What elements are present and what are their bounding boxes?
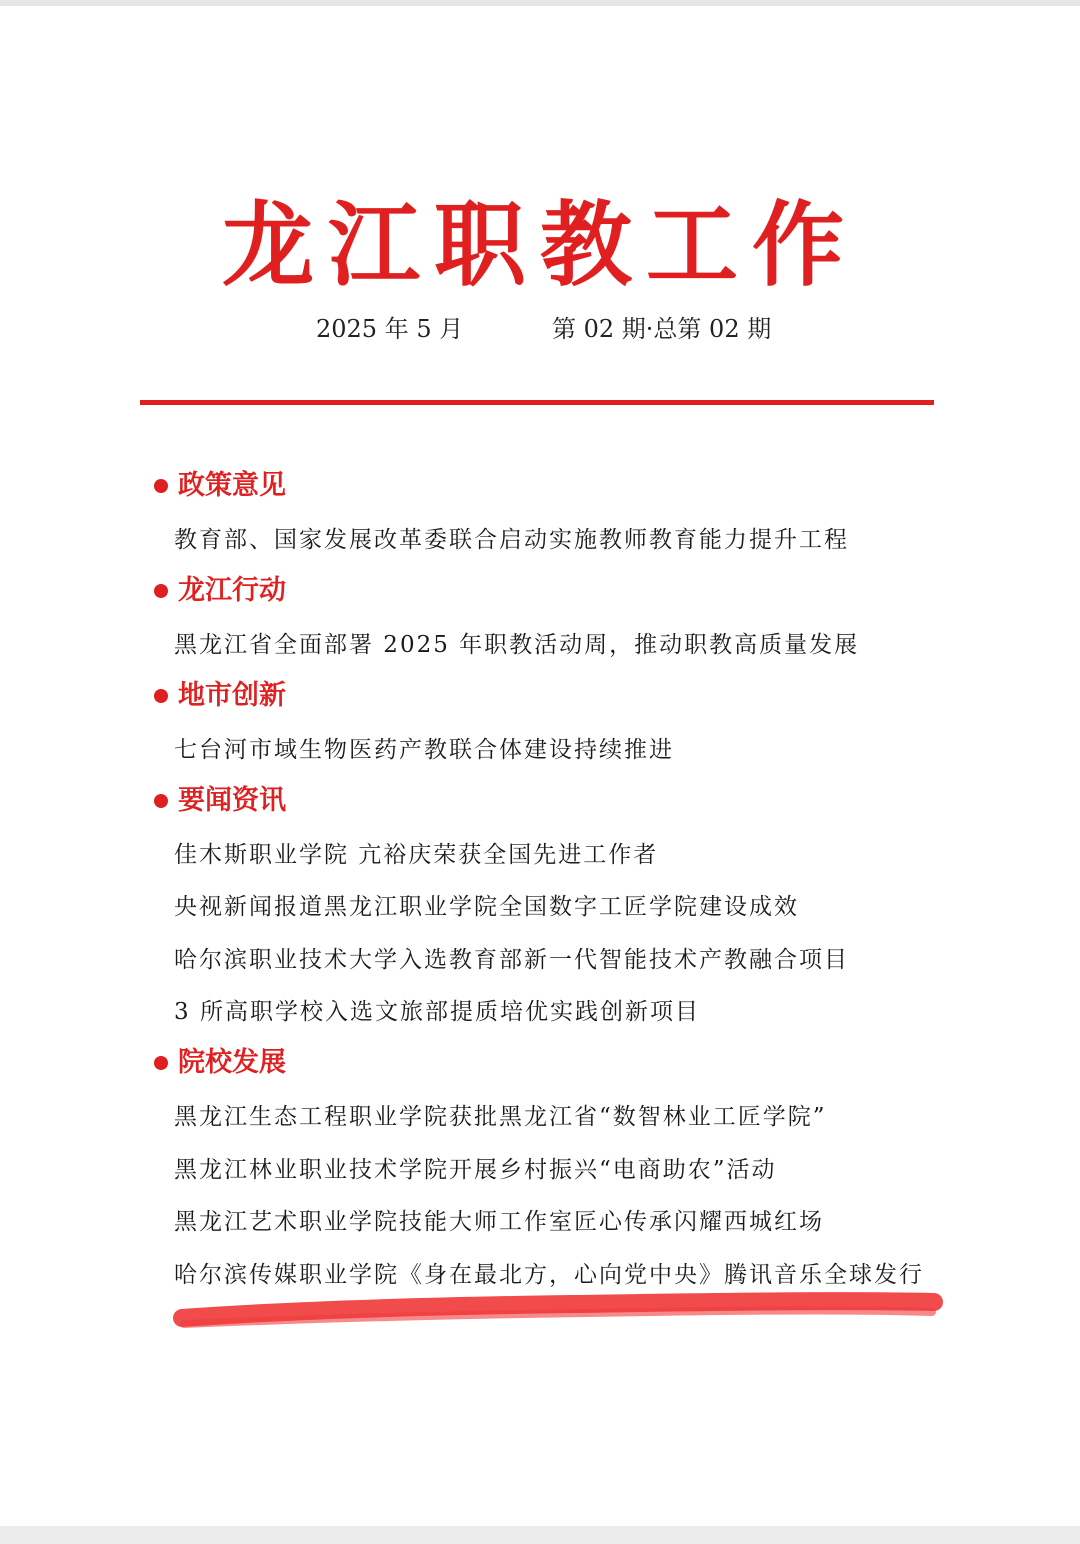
section-heading-text: 龙江行动	[178, 575, 286, 606]
header-divider	[140, 400, 934, 405]
section-heading-longjiang-action	[154, 571, 286, 611]
list-item-highlighted: 哈尔滨传媒职业学院《身在最北方，心向党中央》腾讯音乐全球发行	[174, 1262, 924, 1288]
red-highlight-underline	[172, 1292, 944, 1336]
list-item: 黑龙江生态工程职业学院获批黑龙江省“数智林业工匠学院”	[174, 1104, 827, 1130]
page-bottom-edge	[0, 1526, 1080, 1544]
list-item: 黑龙江林业职业技术学院开展乡村振兴“电商助农”活动	[174, 1157, 777, 1183]
bullet-icon	[154, 479, 168, 493]
section-heading-policy	[154, 466, 286, 506]
bullet-icon	[154, 794, 168, 808]
list-item: 哈尔滨职业技术大学入选教育部新一代智能技术产教融合项目	[174, 947, 849, 973]
section-heading-city-innovation	[154, 676, 286, 716]
list-item: 3 所高职学校入选文旅部提质培优实践创新项目	[174, 999, 700, 1025]
list-item: 央视新闻报道黑龙江职业学院全国数字工匠学院建设成效	[174, 894, 799, 920]
list-item: 七台河市域生物医药产教联合体建设持续推进	[174, 737, 674, 763]
section-heading-school-development	[154, 1043, 286, 1083]
masthead-title: 龙江职教工作	[221, 191, 858, 299]
list-item: 黑龙江艺术职业学院技能大师工作室匠心传承闪耀西城红场	[174, 1209, 824, 1235]
bullet-icon	[154, 1056, 168, 1070]
list-item: 佳木斯职业学院 亢裕庆荣获全国先进工作者	[174, 842, 659, 868]
issue-date: 2025 年 5 月	[316, 315, 464, 343]
bullet-icon	[154, 584, 168, 598]
list-item: 教育部、国家发展改革委联合启动实施教师教育能力提升工程	[174, 527, 849, 553]
issue-number: 第 02 期·总第 02 期	[552, 315, 772, 343]
section-heading-text: 政策意见	[178, 470, 286, 501]
section-heading-text: 要闻资讯	[178, 785, 286, 816]
section-heading-news	[154, 781, 286, 821]
section-heading-text: 院校发展	[178, 1047, 286, 1078]
bullet-icon	[154, 689, 168, 703]
list-item: 黑龙江省全面部署 2025 年职教活动周，推动职教高质量发展	[174, 632, 860, 658]
section-heading-text: 地市创新	[178, 680, 286, 711]
